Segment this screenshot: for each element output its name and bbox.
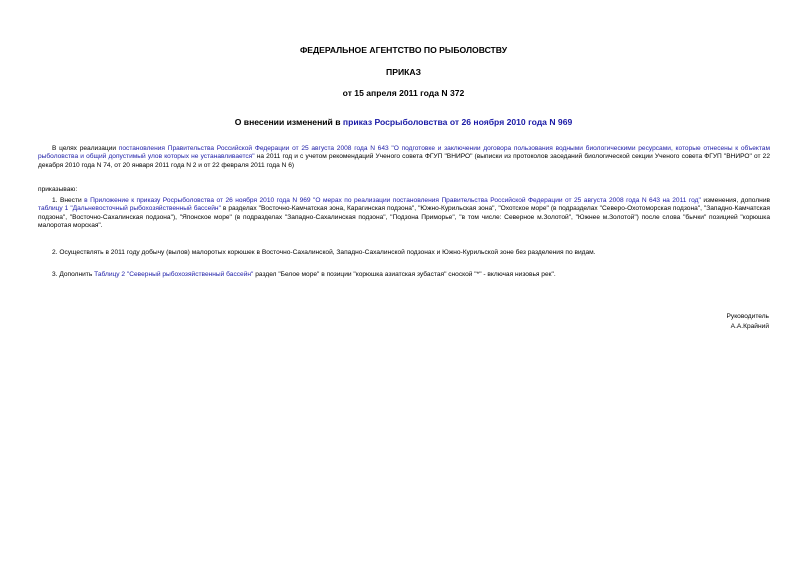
- signature-block: [727, 312, 769, 331]
- item-1-paragraph: [38, 197, 770, 231]
- item-1-link-table-1[interactable]: таблицу 1 "Дальневосточный рыбохозяйственный бассейн": [38, 205, 221, 213]
- item-1-text-2: изменения, дополнив: [700, 197, 771, 204]
- order-word: приказываю:: [38, 186, 78, 193]
- signature-name: А.А.Крайний: [730, 322, 769, 330]
- agency-name: ФЕДЕРАЛЬНОЕ АГЕНТСТВО ПО РЫБОЛОВСТВУ: [299, 45, 508, 55]
- item-2-paragraph: [38, 249, 770, 257]
- item-3-text-1: 3. Дополнить: [52, 271, 95, 278]
- signature-position: Руководитель: [726, 313, 769, 320]
- item-1-text-3: в разделах "Восточно-Камчатская зона, Карагинская подзона", "Южно-Курильская зона", "Охотское море" (в подразделах "Северо-Охотоморская подзона", "Западно-Камчатская подзона", "Восточно-Сахалинская подзона"), "Японское море" (в подразделах "Западно-Сахалинская подзона", "Подзона Приморье", "в том числе: Северное м.Золотой", "Южнее м.Золотой") после слова "бычки" позицией "корюшка малоротая морская".: [38, 205, 770, 230]
- doc-title: [0, 117, 807, 128]
- doc-title-link[interactable]: приказ Росрыболовства от 26 ноября 2010 года N 969: [342, 117, 573, 127]
- doc-type: ПРИКАЗ: [386, 67, 421, 77]
- item-3-paragraph: [38, 271, 770, 279]
- doc-date: от 15 апреля 2011 года N 372: [342, 88, 465, 98]
- preamble-link-decree[interactable]: постановления Правительства Российской Федерации от 25 августа 2008 года N 643 "О подготовке и заключении договора пользования водными биологическими ресурсами, которые отнесены к объектам рыболовства и общий допустимый улов которых не устанавливается": [38, 145, 770, 161]
- item-1-text-1: 1. Внести: [52, 197, 85, 204]
- preamble-text-2: на 2011 год и с учетом рекомендаций Ученого совета ФГУП "ВНИРО" (выписки из протоколов заседаний биологической секции Ученого совета ФГУП "ВНИРО" от 22 декабря 2010 года N 74, от 20 января 2011 года N 2 и от 22 февраля 2011 года N 6): [38, 153, 770, 169]
- item-3-link-table-2[interactable]: Таблицу 2 "Северный рыбохозяйственный бассейн": [94, 271, 254, 278]
- preamble-paragraph: [38, 145, 770, 170]
- item-3-text-2: раздел "Белое море" в позиции "корюшка азиатская зубастая" сноской "*" - включая низовья рек".: [253, 271, 556, 278]
- doc-title-prefix: О внесении изменений в: [234, 117, 343, 127]
- item-1-link-appendix[interactable]: в Приложение к приказу Росрыболовства от 26 ноября 2010 года N 969 "О мерах по реализации постановления Правительства Российской Федерации от 25 августа 2008 года N 643 на 2011 год": [84, 197, 701, 204]
- preamble-text-1: В целях реализации: [52, 145, 119, 152]
- item-2-text: 2. Осуществлять в 2011 году добычу (вылов) малоротых корюшек в Восточно-Сахалинской, Западно-Сахалинской подзонах и Южно-Курильской зоне без разделения по видам.: [52, 249, 596, 256]
